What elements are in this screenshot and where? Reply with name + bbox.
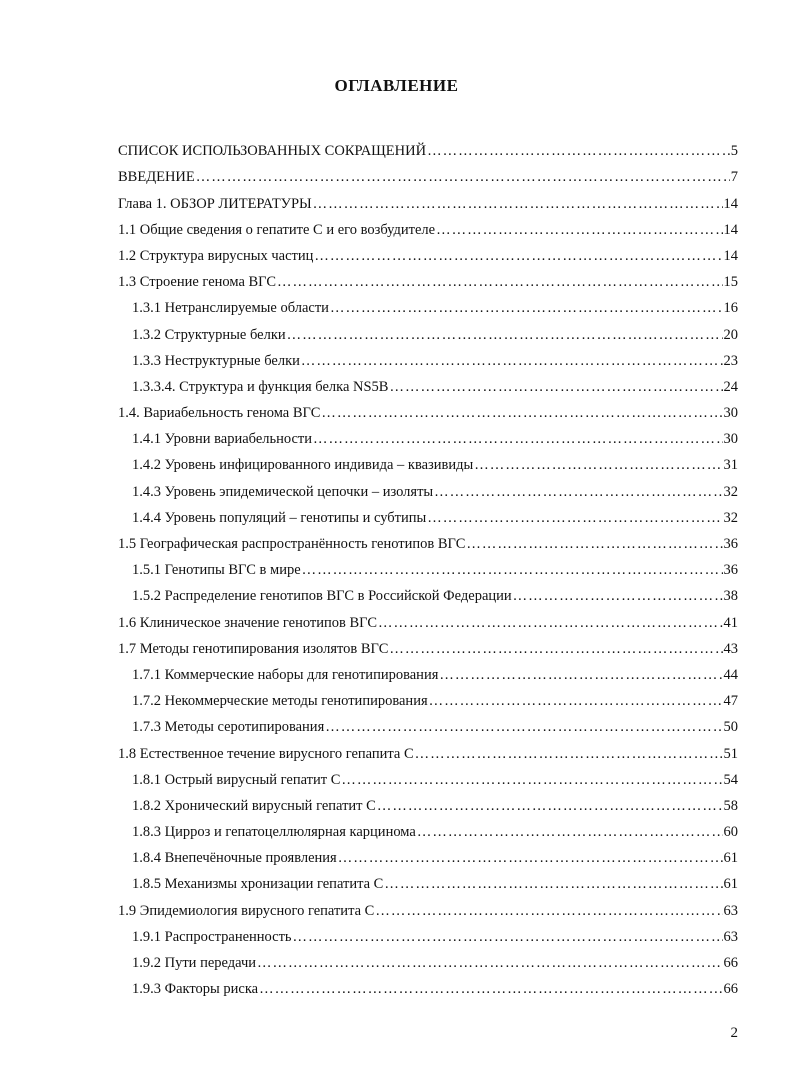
toc-entry-page: 61: [723, 876, 738, 893]
toc-leader-dots: [429, 692, 723, 710]
toc-entry-label: 1.4.3 Уровень эпидемической цепочки – изоляты: [132, 483, 434, 500]
toc-leader-dots: [293, 928, 723, 946]
page-number: 2: [730, 1025, 738, 1041]
toc-entry-page: 14: [723, 221, 738, 238]
toc-entry: [118, 160, 738, 186]
toc-entry-page: 30: [723, 405, 738, 422]
toc-entry-label: 1.8.2 Хронический вирусный гепатит С: [132, 797, 376, 814]
toc-leader-dots: [389, 640, 722, 658]
toc-leader-dots: [427, 142, 730, 160]
toc-entry-label: 1.2 Структура вирусных частиц: [118, 247, 314, 264]
toc-entry-label: 1.3.2 Структурные белки: [132, 326, 286, 343]
toc-leader-dots: [313, 430, 722, 448]
toc-entry: [118, 684, 738, 710]
toc-leader-dots: [325, 718, 722, 736]
toc-entry: [118, 291, 738, 317]
toc-entry-label: 1.7.1 Коммерческие наборы для генотипирования: [132, 666, 439, 683]
toc-entry-page: 36: [723, 536, 738, 552]
toc-entry-page: 47: [723, 693, 738, 710]
toc-entry-page: 14: [723, 247, 738, 264]
toc-leader-dots: [375, 902, 722, 920]
toc-entry-page: 50: [723, 719, 738, 736]
toc-entry: [118, 658, 738, 684]
toc-entry-page: 30: [723, 431, 738, 448]
toc-entry-label: 1.7.2 Некоммерческие методы генотипирования: [132, 693, 428, 710]
toc-entry-label: 1.7.3 Методы серотипирования: [132, 719, 325, 736]
toc-entry-label: 1.8 Естественное течение вирусного гепапита С: [118, 745, 414, 762]
toc-entry-label: Глава 1. ОБЗОР ЛИТЕРАТУРЫ: [118, 195, 312, 212]
toc-entry-label: 1.7 Методы генотипирования изолятов ВГС: [118, 640, 389, 657]
toc-entry: [118, 186, 738, 212]
toc-entry: [118, 841, 738, 867]
toc-entry: [118, 946, 738, 972]
toc-entry-page: 66: [723, 955, 738, 971]
toc-leader-dots: [313, 195, 723, 213]
toc-leader-dots: [434, 483, 722, 501]
toc-leader-dots: [257, 954, 722, 972]
toc-leader-dots: [513, 587, 723, 605]
toc-entry-page: 51: [723, 745, 738, 762]
toc-entry: [118, 344, 738, 370]
toc-leader-dots: [338, 849, 723, 867]
toc-entry-page: 20: [723, 326, 738, 343]
toc-entry: [118, 920, 738, 946]
toc-entry-page: 36: [723, 562, 738, 579]
toc-entry: [118, 815, 738, 841]
toc-entry-label: 1.5 Географическая распространённость генотипов ВГС: [118, 536, 466, 552]
toc-entry: [118, 474, 738, 500]
toc-entry-label: 1.8.1 Острый вирусный гепатит С: [132, 771, 341, 788]
toc-leader-dots: [341, 771, 722, 789]
toc-entry-page: 23: [723, 352, 738, 369]
toc-entry-page: 41: [723, 614, 738, 631]
toc-entry-page: 5: [730, 143, 738, 160]
toc-leader-dots: [378, 614, 722, 632]
toc-entry-label: 1.3.3 Неструктурные белки: [132, 352, 300, 369]
toc-entry: [118, 972, 738, 998]
toc-entry: [118, 867, 738, 893]
toc-entry: [118, 317, 738, 343]
toc-entry-label: 1.3.3.4. Структура и функция белка NS5B: [132, 378, 389, 395]
toc-entry-page: 60: [723, 824, 738, 841]
toc-leader-dots: [277, 273, 722, 291]
toc-entry-label: 1.1 Общие сведения о гепатите С и его возбудителе: [118, 221, 436, 238]
toc-entry-label: 1.4.4 Уровень популяций – генотипы и субтипы: [132, 509, 427, 526]
toc-entry-page: 63: [723, 902, 738, 919]
toc-leader-dots: [321, 404, 722, 422]
toc-entry: [118, 134, 738, 160]
toc-leader-dots: [384, 875, 722, 893]
toc-entry-page: 14: [723, 195, 738, 212]
toc-entry: [118, 501, 738, 527]
toc-leader-dots: [301, 352, 723, 370]
toc-entry-label: 1.3.1 Нетранслируемые области: [132, 300, 329, 317]
toc-entry-page: 58: [723, 797, 738, 814]
toc-entry-label: СПИСОК ИСПОЛЬЗОВАННЫХ СОКРАЩЕНИЙ: [118, 143, 427, 160]
toc-entry-page: 63: [723, 928, 738, 945]
toc-leader-dots: [196, 168, 730, 186]
toc-leader-dots: [259, 980, 722, 998]
toc-leader-dots: [439, 666, 722, 684]
toc-leader-dots: [389, 378, 722, 396]
toc-entry: [118, 213, 738, 239]
toc-entry: [118, 632, 738, 658]
toc-entry: [118, 763, 738, 789]
toc-entry-label: 1.4. Вариабельность генома ВГС: [118, 405, 321, 422]
toc-leader-dots: [302, 561, 723, 579]
toc-entry-label: 1.8.4 Внепечёночные проявления: [132, 850, 337, 867]
toc-entry: [118, 579, 738, 605]
toc-entry-label: 1.9.3 Факторы риска: [132, 981, 259, 998]
toc-leader-dots: [417, 823, 723, 841]
toc-entry: [118, 265, 738, 291]
toc-leader-dots: [474, 456, 722, 474]
toc-entry-label: 1.4.1 Уровни вариабельности: [132, 431, 313, 448]
toc-leader-dots: [427, 509, 722, 527]
toc-entry: [118, 605, 738, 631]
page-title: ОГЛАВЛЕНИЕ: [334, 76, 459, 95]
toc-entry: [118, 396, 738, 422]
toc-leader-dots: [436, 221, 722, 239]
toc-entry: [118, 893, 738, 919]
toc-entry-page: 7: [730, 169, 738, 186]
toc-entry: [118, 239, 738, 265]
toc-entry-label: 1.8.5 Механизмы хронизации гепатита С: [132, 876, 384, 893]
toc-entry: [118, 370, 738, 396]
toc-leader-dots: [415, 745, 723, 763]
toc-entry: [118, 448, 738, 474]
toc-entry-page: 66: [723, 981, 738, 998]
toc-entry-label: 1.9.2 Пути передачи: [132, 955, 257, 971]
toc-entry: [118, 527, 738, 553]
toc-entry-page: 32: [723, 483, 738, 500]
toc-entry-label: 1.4.2 Уровень инфицированного индивида – квазивиды: [132, 457, 474, 474]
toc-entry-page: 24: [723, 378, 738, 395]
table-of-contents: [118, 134, 738, 998]
toc-entry-label: 1.6 Клиническое значение генотипов ВГС: [118, 614, 378, 631]
toc-entry: [118, 422, 738, 448]
toc-entry-page: 16: [723, 300, 738, 317]
toc-entry: [118, 736, 738, 762]
toc-entry-label: 1.9 Эпидемиология вирусного гепатита С: [118, 902, 375, 919]
toc-leader-dots: [314, 247, 722, 265]
toc-entry-label: 1.5.2 Распределение генотипов ВГС в Российской Федерации: [132, 588, 512, 605]
toc-leader-dots: [287, 326, 723, 344]
toc-entry: [118, 553, 738, 579]
toc-entry-page: 54: [723, 771, 738, 788]
toc-entry-page: 38: [723, 588, 738, 605]
toc-entry-page: 44: [723, 666, 738, 683]
toc-entry-label: 1.3 Строение генома ВГС: [118, 274, 277, 291]
toc-entry-label: 1.5.1 Генотипы ВГС в мире: [132, 562, 301, 579]
toc-leader-dots: [330, 299, 723, 317]
toc-entry-label: 1.9.1 Распространенность: [132, 928, 292, 945]
toc-entry-page: 43: [723, 640, 738, 657]
toc-entry-page: 15: [723, 274, 738, 291]
toc-entry: [118, 710, 738, 736]
toc-entry-label: 1.8.3 Цирроз и гепатоцеллюлярная карцинома: [132, 824, 416, 841]
toc-entry-page: 31: [723, 457, 738, 474]
toc-entry-page: 61: [723, 850, 738, 867]
toc-leader-dots: [377, 797, 723, 815]
toc-leader-dots: [466, 535, 722, 553]
toc-entry-page: 32: [723, 509, 738, 526]
toc-entry: [118, 789, 738, 815]
toc-entry-label: ВВЕДЕНИЕ: [118, 169, 195, 186]
